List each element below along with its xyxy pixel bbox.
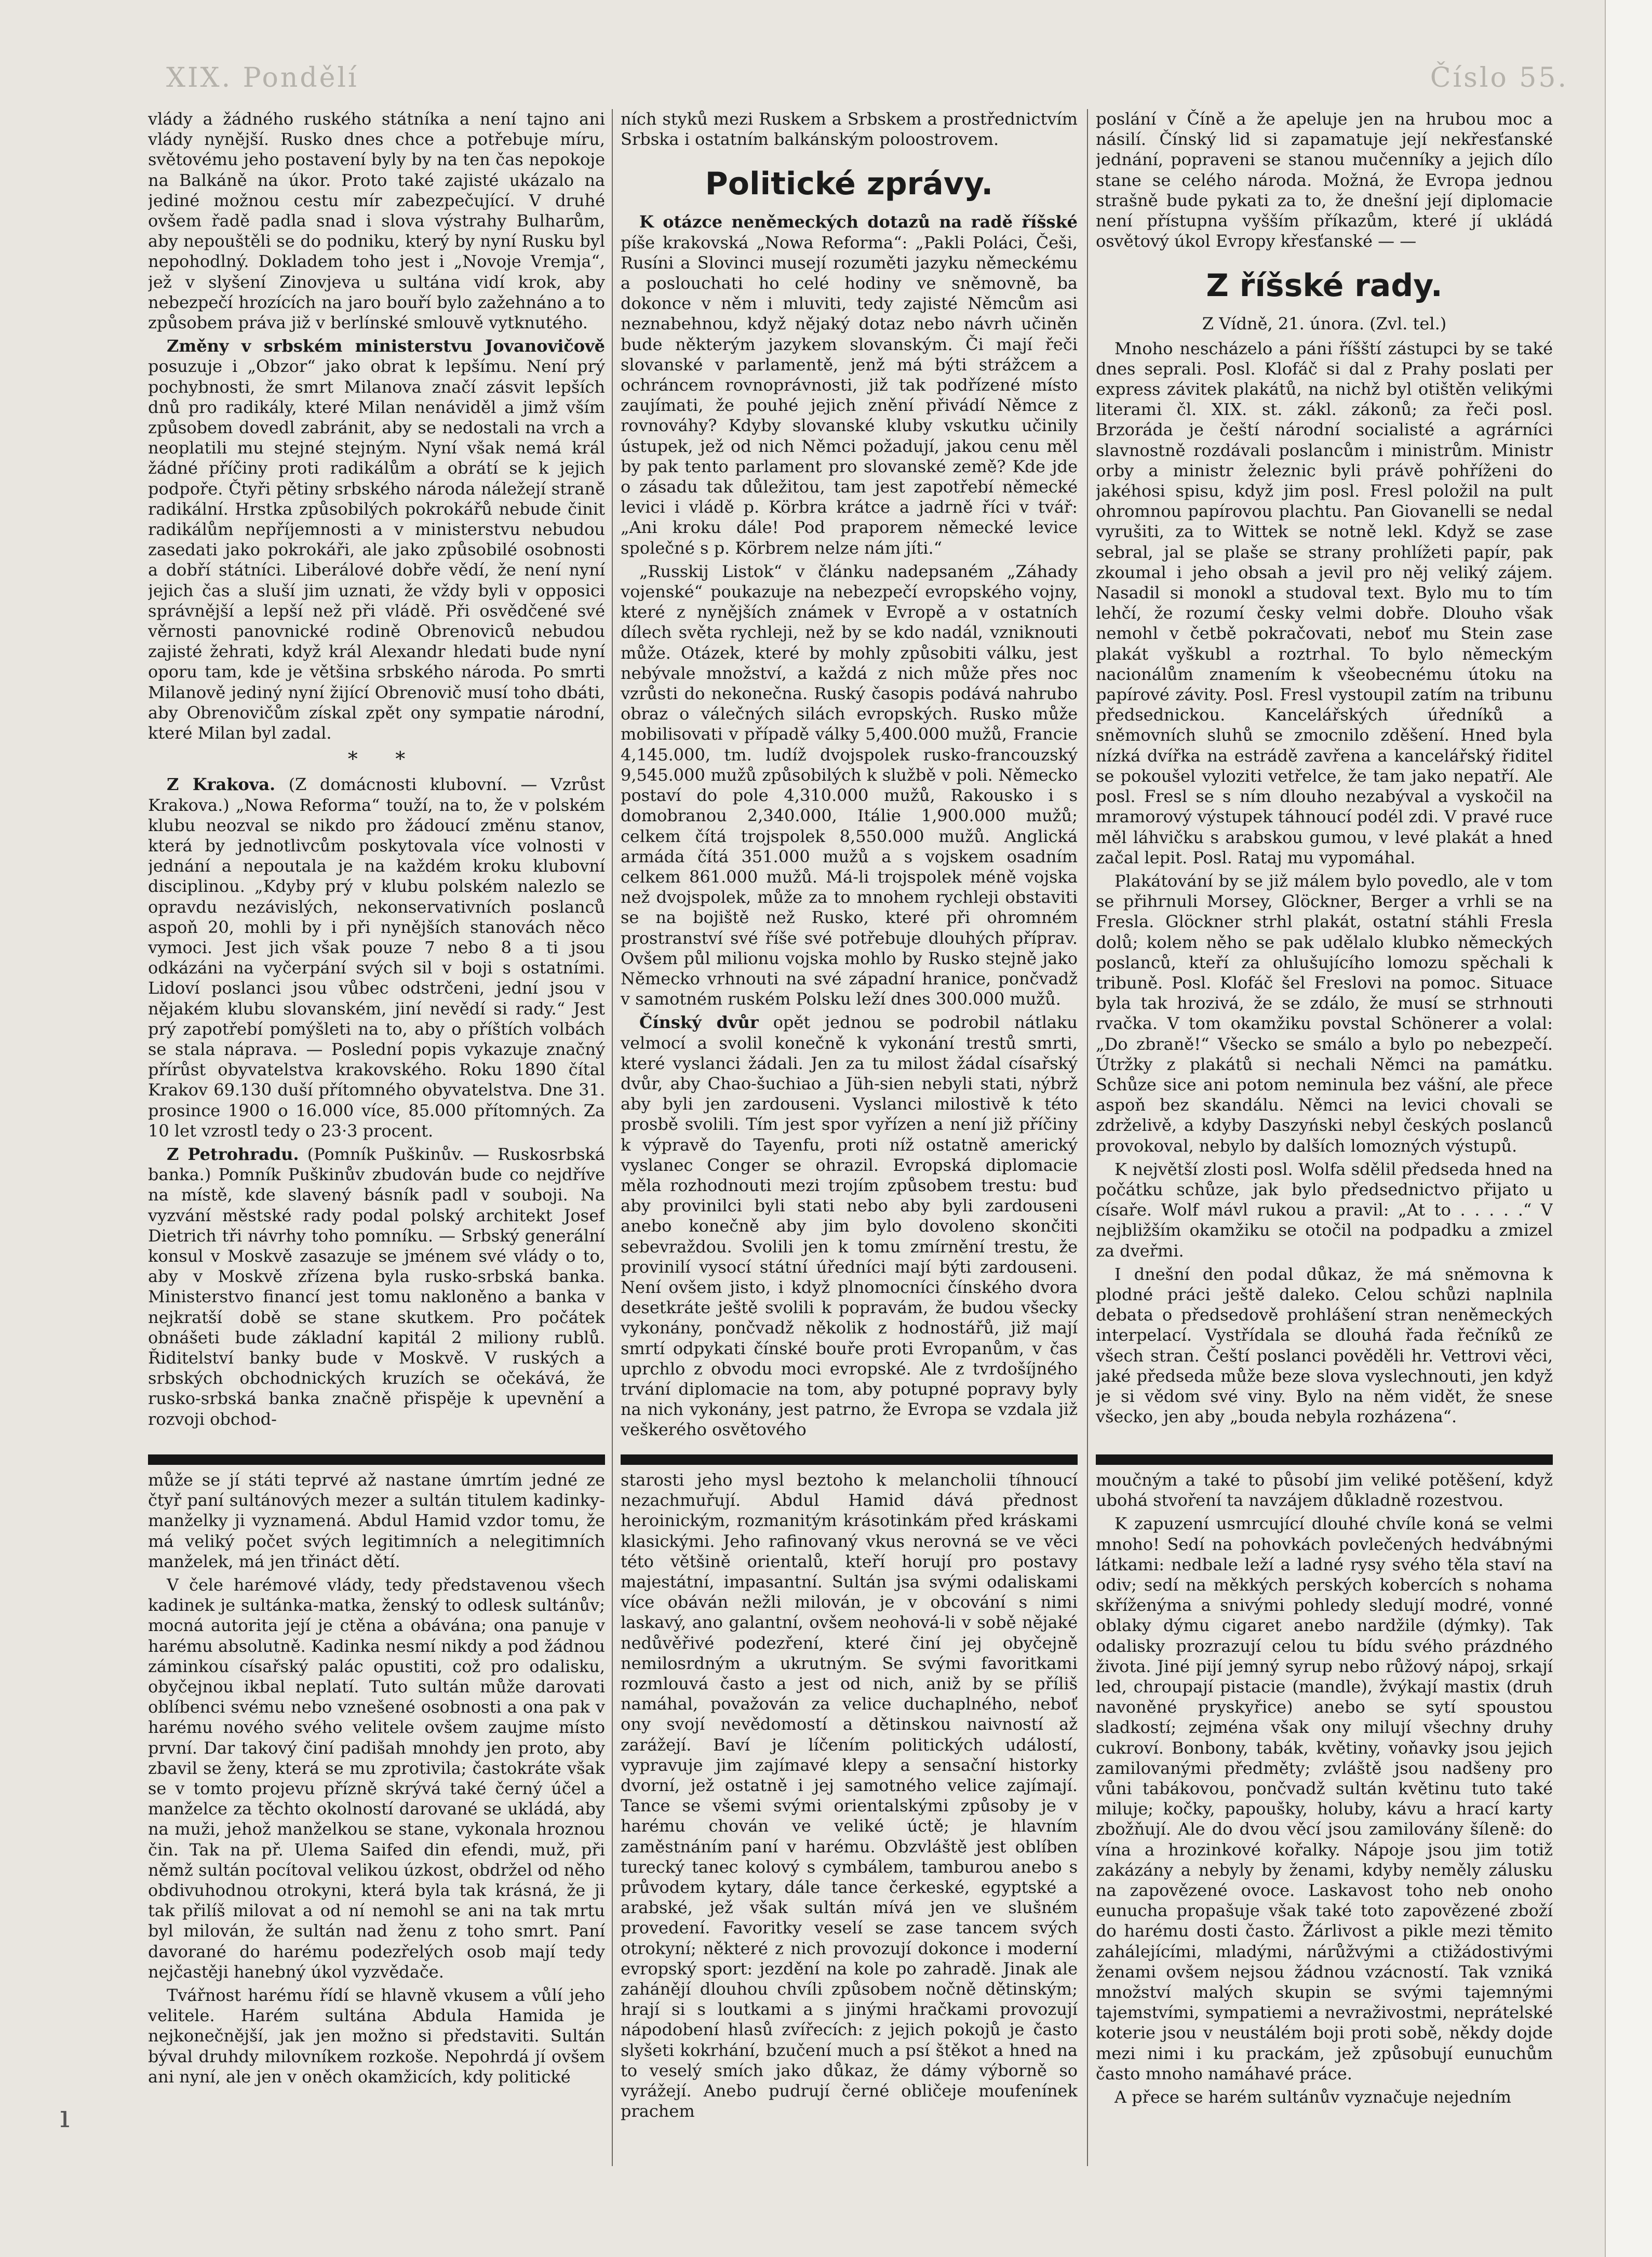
page-edge (1605, 0, 1652, 2257)
article-paragraph: vlády a žádného ruského státníka a není tajno ani vlády nynější. Rusko dnes chce a potřebuje míru, světovému jeho postavení byly by na ten čas nepokoje na Balkáně na úkor. Proto také zajisté ukázalo na jediné možnou cestu mír zabezpečující. V druhé ovšem řadě padla snad i slova výstrahy Bulharům, aby nepouštěli se do podniku, který by nyní Rusku byl nepohodlný. Dokladem toho jest i „Novoje Vremja“, jež v slyšení Zinovjeva u sultána vidí krok, aby nebezpečí hrozících na jaro bouří bylo zažehnáno a to způsobem práva již v berlínské smlouvě vytknutého. (148, 109, 605, 333)
article-paragraph: Čínský dvůr opět jednou se podrobil nátlaku velmocí a svolil konečně k vykonání trestů smrti, které vyslanci žádali. Jen za tu milost žádal císařský dvůr, aby Chao-šuchiao a Jüh-sien nebyli stati, nýbrž aby byli jen zardouseni. Vyslanci milostivě k této prosbě svolili. Tím jest spor vyřízen a není již příčiny k výpravě do Tayenfu, proti níž ostatně americký vyslanec Conger se ohrazil. Evropská diplomacie měla rozhodnouti mezi trojím způsobem trestu: buď aby provinilci byli stati nebo aby byli zardouseni anebo konečně aby jim bylo dovoleno skončiti sebevraždou. Svolili jen k tomu zmírnění trestu, že provinilí vysocí státní úředníci mají býti zardouseni. Není ovšem jisto, i když plnomocníci čínského dvora desetkráte ještě svolili k popravám, že budou všecky vykonány, pončvadž několik z hodnostářů, již mají smrtí odpykati čínské bouře proti Evropanům, v čas uprchlo z obvodu moci evropské. Ale z tvrdošíjného trvání diplomacie na tom, aby potupné popravy byly na nich vykonány, jest patrno, že Evropa se vzdala již veškerého osvětového (621, 1012, 1078, 1440)
lead-in: Čínský dvůr (639, 1012, 759, 1033)
feuilleton-rule (148, 1454, 605, 1465)
article-paragraph: Změny v srbském ministerstvu Jovanovičově posuzuje i „Obzor“ jako obrat k lepšímu. Není prý pochybnosti, že smrt Milanova značí zásvit lepších dnů pro radikály, které Milan nenáviděl a jimž vším způsobem dovedl zabránit, aby se nedostali na vrch a neoplatili mu stejné stejným. Nyní však nemá král žádné příčiny proti radikálům a obrátí se k jejich podpoře. Čtyři pětiny srbského národa náležejí straně radikální. Hrstka způsobilých pokrokářů nebude činit radikálům nepříjemnosti a v ministerstvu nebudou zasedati jako pokrokáři, ale jako způsobilé osobnosti a dobří státníci. Liberálové dobře vědí, že není nyní jejich čas a sluší jim uznati, že vždy byli v opposici správnější a lepší než při vládě. Při osvědčené své věrnosti panovnické rodině Obrenoviců nebudou zajisté žehrati, když král Alexandr hledati bude nyní oporu tam, kde je většina srbského národa. Po smrti Milanově jediný nyní žijící Obrenovič musí toho dbáti, aby Obrenovičům získal zpět ony sympatie národní, které Milan byl zadal. (148, 336, 605, 743)
article-paragraph: poslání v Číně a že apeluje jen na hrubou moc a násilí. Čínský lid si zapamatuje její nekřesťanské jednání, popraveni se stanou mučenníky a jejich dílo stane se celého národa. Možná, že Evropa jednou strašně bude pykati za to, že dnešní její diplomacie není přístupna vyšším příkazům, které jí ukládá osvětový úkol Evropy křesťanské — — (1096, 109, 1553, 251)
feuilleton-paragraph: moučným a také to působí jim veliké potěšení, když ubohá stvoření ta navzájem důkladně rozestvou. (1096, 1470, 1553, 1511)
feuilleton-paragraph: V čele harémové vlády, tedy představenou všech kadinek je sultánka-matka, ženský to odlesk sultánův; mocná autorita její je ctěna a obávána; ona panuje v harému absolutně. Kadinka nesmí nikdy a pod žádnou záminkou císařský palác opustiti, což pro odalisku, obyčejnou ikbal neplatí. Tuto sultán může darovati oblíbenci svému nebo vznešené osobnosti a ona pak v harému nového svého velitele ovšem zaujme místo první. Dar takový činí padišah mnohdy jen proto, aby zbavil se ženy, která se mu zprotivila; častokráte však se v tomto projevu přízně skrývá také černý účel a manželce za těchto okolností darované se ukládá, aby na muži, jehož manželkou se stane, vykonala hroznou čin. Tak na př. Ulema Saifed din efendi, muž, při němž sultán pocítoval velikou úzkost, obdržel od něho obdivuhodnou otrokyni, která byla tak krásná, že ji tak přilíš milovat a od ní nemohl se ani na tak mrtu byl milován, že sultán nad ženu z toho smrt. Paní davorané do harému podezřelých osob mají tedy nejčastěji hanebný úkol vyzvědače. (148, 1575, 605, 1982)
feuilleton-paragraph: K zapuzení usmrcující dlouhé chvíle koná se velmi mnoho! Sedí na pohovkách povlečených hedvábnými látkami: nedbale leží a ladné rysy svého těla staví na odiv; sedí na měkkých perských kobercích s nohama skříženýma a snivými pohledy sledují modré, vonné oblaky dýmu cigaret anebo nardžile (dýmky). Tak odalisky prozrazují celou tu bídu svého prázdného života. Jiné pijí jemný syrup nebo růžový nápoj, srkají led, chroupají pistacie (mandle), žvýkají mastix (druh navoněné pryskyřice) anebo se sytí spoustou sladkostí; zejména však ony milují všechny druhy cukroví. Bonbony, tabák, květiny, voňavky jsou jejich zamilovanými předměty; zvláště jsou nadšeny pro vůni tabákovou, pončvadž sultán květinu tuto také miluje; kočky, papoušky, holuby, kávu a hrací karty zbožňují. Ale do dvou věcí jsou zamilovány šíleně: do vína a hrozinkové kořalky. Nápoje jsou jim totiž zakázány a nebyly by ženami, kdyby neměly zálusku na zapovězené ovoce. Laskavost toho neb onoho eunucha propašuje však také toto zapovězené zboží do harému dosti často. Žárlivost a pikle mezi těmito zahálejícími, mladými, nárůžvými a ctižádostivými ženami ovšem nejsou žádnou vzácností. Tak vzniká množství malých skupin se svými tajemnými tajemstvími, sympatiemi a nevraživostmi, neprátelské koterie jsou v neustálém boji proti sobě, někdy dojde mezi nimi i ku prackám, jež způsobují eunuchům často mnoho namáhavé práce. (1096, 1514, 1553, 2084)
article-paragraph: Z Krakova. (Z domácnosti klubovní. — Vzrůst Krakova.) „Nowa Reforma“ touží, na to, že v polském klubu neozval se nikdo pro žádoucí změnu stanov, která by jednotlivcům poskytovala více volnosti v jednání a nepoutala je na každém kroku klubovní disciplinou. „Kdyby prý v klubu polském nalezlo se opravdu nezávislých, nekonservativních poslanců aspoň 20, mohli by i při nynějších stanovách něco vymoci. Jest jich však pouze 7 nebo 8 a ti jsou odkázáni na vyčerpání svých sil v boji s ostatními. Lidoví poslanci jsou vůbec odstrčeni, jední jsou v nějakém klubu slovanském, jiní nevědí si rady.“ Jest prý zapotřebí pomýšleti na to, aby o příštích volbách se stala náprava. — Poslední popis vykazuje značný přírůst obyvatelstva krakovského. Roku 1890 čítal Krakov 69.130 duší přítomného obyvatelstva. Dne 31. prosince 1900 o 16.000 více, 85.000 přítomných. Za 10 let vzrostl tedy o 23·3 procent. (148, 774, 605, 1141)
column-1-upper (148, 109, 605, 1449)
feuilleton-column-2 (621, 1470, 1078, 2166)
lead-in: Z Petrohradu. (167, 1144, 299, 1164)
section-divider: * * (347, 747, 406, 771)
article-paragraph: K otázce neněmeckých dotazů na radě říšské píše krakovská „Nowa Reforma“: „Pakli Poláci, Češi, Rusíni a Slovinci musejí rozuměti jazyku německému a poslouchati ho celé hodiny ve sněmovně, ba dokonce v něm i mluviti, tedy zajisté Němcům asi neznabehnou, když nějaký dotaz nebo návrh učiněn bude některým jazykem slovanským. Či mají řeči slovanské v parlamentě, jenž má býti strážcem a ochráncem rovnoprávnosti, již tak podřízené místo zaujímati, že pouhé jejich znění přivádí Němce z rovnováhy? Kdyby slovanské kluby vskutku učinily ústupek, jež od nich Němci požadují, jakou cenu měl by pak tento parlament pro slovanské země? Kde jde o zásadu tak důležitou, tam jest zapotřebí německé levici i vládě p. Körbra krátce a jadrně říci v tvář: „Ani kroku dále! Pod praporem německé levice společné s p. Körbrem nelze nám jíti.“ (621, 212, 1078, 558)
section-title: Politické zprávy. (705, 166, 993, 203)
feuilleton-paragraph: může se jí státi teprvé až nastane úmrtím jedné ze čtyř paní sultánových mezer a sultán titulem kadinky-manželky ji vyznamená. Abdul Hamid vzdor tomu, že má veliký počet svých legitimních a nelegitimních manželek, má jen třináct dětí. (148, 1470, 605, 1571)
column-rule (612, 109, 613, 2166)
margin-mark: ı (60, 2099, 70, 2135)
dateline: Z Vídně, 21. února. (Zvl. tel.) (1202, 314, 1447, 334)
issue-number: XIX. Pondělí (166, 62, 359, 94)
issue-number-right: Číslo 55. (1430, 62, 1568, 94)
article-paragraph: K největší zlosti posl. Wolfa sdělil předseda hned na počátku schůze, jak bylo předsednictvo přijato u císaře. Wolf mávl rukou a pravil: „At to . . . . .“ V nejbližším okamžiku se otočil na podpadku a zmizel za dveřmi. (1096, 1159, 1553, 1261)
article-paragraph: Z Petrohradu. (Pomník Puškinův. — Ruskosrbská banka.) Pomník Puškinův zbudován bude co nejdříve na místě, kde slavený básník padl v souboji. Na vyzvání městské rady podal polský architekt Josef Dietrich tři návrhy toho pomníku. — Srbský generální konsul v Moskvě zasazuje se jménem své vlády o to, aby v Moskvě zřízena byla rusko-srbská banka. Ministerstvo financí jest tomu nakloněno a banka v nejkratší době se stane skutkem. Pro počátek obnášeti bude základní kapitál 2 miliony rublů. Řiditelství banky bude v Moskvě. V ruských a srbských obchodnických kruzích se očekává, že rusko-srbská banka značně přispěje k upevnění a rozvoji obchod- (148, 1144, 605, 1429)
page-header (166, 62, 1568, 99)
column-2-upper (621, 109, 1078, 1449)
article-paragraph: I dnešní den podal důkaz, že má sněmovna k plodné práci ještě daleko. Celou schůzi naplnila debata o předsedově prohlášení stran neněmeckých interpelací. Vystřídala se dlouhá řada řečníků ze všech stran. Čeští poslanci pověděli hr. Vettrovi věci, jaké předseda může beze slova vyslechnouti, jen když je si vědom své viny. Bylo na něm vidět, že snese všecko, jen aby „bouda nebyla rozházena“. (1096, 1264, 1553, 1427)
feuilleton-paragraph: starosti jeho mysl beztoho k melancholii tíhnoucí nezachmuřují. Abdul Hamid dává přednost heroinickým, rozmanitým krásotinkám před kráskami klasickými. Jeho rafinovaný vkus nerovná se ve věci této většině orientalů, kteří horují pro postavy majestátní, impasantní. Sultán jsa svými odaliskami více obáván nežli milován, je v obcování s nimi laskavý, ano galantní, ovšem neohová-li v sobě nějaké nedůvěřivé podezření, které činí jej obyčejně nemilosrdným a ukrutným. Se svými favoritkami rozmlouvá často a jest od nich, aniž by se příliš namáhal, považován za velice duchaplného, neboť ony svojí nevědomostí a dětinskou naivností až zarážejí. Baví je líčením politických událostí, vypravuje jim zajímavé klepy a sensační historky dvorní, jež ostatně i jej samotného velice zajímají. Tance se všemi svými orientalskými způsoby je v harému chován ve veliké úctě; je hlavním zaměstnáním paní v harému. Obzvláště jest oblíben turecký tanec kolový s cymbálem, tamburou anebo s průvodem kytary, dále tance čerkeské, egyptské a arabské, jež však sultán mívá jen ve slušném provedení. Favoritky veselí se zase tancem svých otrokyní; některé z nich provozují dokonce i moderní evropský sport: jezdění na kole po zahradě. Jinak ale zahánějí dlouhou chvíli způsobem nočně dětinským; hrají si s loutkami a s jinými hračkami provozují nápodobení hlasů zvířecích: z jejich pokojů je často slyšeti kokrhání, bzučení much a psí štěkot a hned na to veselý smích jako důkaz, že dámy výborně so vyrážejí. Anebo pudrují černé obličeje moufenínek prachem (621, 1470, 1078, 2121)
feuilleton-paragraph: A přece se harém sultánův vyznačuje nejedním (1114, 2087, 1512, 2107)
column-rule (1087, 109, 1088, 2166)
feuilleton-rule (621, 1454, 1078, 1465)
lead-in: Změny v srbském ministerstvu Jovanovičově (167, 336, 605, 356)
feuilleton-rule (1096, 1454, 1553, 1465)
article-paragraph: Plakátování by se již málem bylo povedlo, ale v tom se přihrnuli Morsey, Glöckner, Berger a vrhli se na Fresla. Glöckner strhl plakát, ostatní stáhli Fresla dolů; kolem něho se pak udělalo klubko německých poslanců, kteří za ohlušujícího lomozu spěchali k tribuně. Posl. Klofáč šel Freslovi na pomoc. Situace byla tak hrozivá, že se zdálo, že musí se strhnouti rvačka. V tom okamžiku povstal Schönerer a volal: „Do zbraně!“ Všecko se smálo a bylo po nebezpečí. Útržky z plakátů si nechali Němci na památku. Schůze sice ani potom neminula bez vášní, ale přece aspoň bez skandálu. Němci na levici chovali se zdrželivě, a kdyby Daszyński nebyl českých poslanců provokoval, nebylo by dalších lomozných výstupů. (1096, 871, 1553, 1156)
lead-in: K otázce neněmeckých dotazů na radě říšské (639, 212, 1078, 232)
feuilleton-paragraph: Tvářnost harému řídí se hlavně vkusem a vůlí jeho velitele. Harém sultána Abdula Hamida je nejkonečnější, jak jen možno si představiti. Sultán býval druhdy milovníkem rozkoše. Nepohrdá jí ovšem ani nyní, ale jen v oněch okamžicích, kdy politické (148, 1985, 605, 2087)
feuilleton-column-1 (148, 1470, 605, 2166)
feuilleton-column-3 (1096, 1470, 1553, 2166)
column-3-upper (1096, 109, 1553, 1449)
lead-in: Z Krakova. (167, 774, 276, 795)
article-paragraph: ních styků mezi Ruskem a Srbskem a prostřednictvím Srbska i ostatním balkánským poloostrovem. (621, 109, 1078, 150)
article-paragraph: „Russkij Listok“ v článku nadepsaném „Záhady vojenské“ poukazuje na nebezpečí evropského vojny, které z nynějších známek v Evropě a v ostatních dílech světa rychleji, než by se kdo nadál, vzniknouti může. Otázek, které by mohly způsobiti válku, jest nebývale množství, a každá z nich může přes noc vzrůsti do nekonečna. Ruský časopis podává nahrubo obraz o válečných silách evropských. Rusko může mobilisovati v případě války 5,400.000 mužů, Francie 4,145.000, tm. ludíž dvojspolek rusko-francouzský 9,545.000 mužů způsobilých k službě v poli. Německo postaví do pole 4,310.000 mužů, Rakousko i s domobranou 2,340.000, Itálie 1,900.000 mužů; celkem čítá trojspolek 8,550.000 mužů. Anglická armáda čítá 351.000 mužů a s vojskem osadním celkem 861.000 mužů. Má-li trojspolek méně vojska než dvojspolek, může za to mnohem rychleji obstaviti se na bojiště než Rusko, které při ohromném prostranství své říše své potřebuje dlouhých příprav. Ovšem půl milionu vojska mohlo by Rusko stejně jako Německo vrhnouti na své západní hranice, pončvadž v samotném ruském Polsku leží dnes 300.000 mužů. (621, 561, 1078, 1009)
section-title: Z říšské rady. (1206, 268, 1443, 304)
article-paragraph: Mnoho nescházelo a páni říšští zástupci by se také dnes seprali. Posl. Klofáč si dal z Prahy poslati per express závitek plakátů, na nichž byl otištěn velikými literami čl. XIX. st. zákl. zákonů; za řeči posl. Brzorádа je čeští národní socialisté a agrárníci slavnostně rozdávali poslancům i ministrům. Ministr orby a ministr železnic byli právě pohříženi do jakéhosi spisu, když jim posl. Fresl položil na pult ohromnou papírovou plachtu. Pan Giovanelli se nedal vyrušiti, za to Wittek se notně lekl. Když se zase sebral, jal se plaše se strany prohlížeti papír, pak zkoumal i jeho obsah a jevil pro něj veliký zájem. Nasadil si monokl a studoval text. Bylo mu to tím lehčí, že rozumí česky velmi dobře. Dlouho však nemohl v četbě pokračovati, neboť mu Stein zase plakát vyškubl a roztrhal. To bylo německým nacionálům znamením k všeobecnému útoku na papírové závity. Posl. Fresl vystoupil zatím na tribunu předsednickou. Kancelářských úředníků a sněmovních sluhů se zmocnilo zděšení. Hned byla nízká dvířka na estrádě zavřena a kancelářský řiditel se pokoušel vyloziti vetřelce, že tam jako nepatří. Ale posl. Fresl se s ním dlouho nezabýval a vyskočil na mramorový výstupek táhnoucí podél zdi. V pravé ruce měl láhvičku s arabskou gumou, v levé plakát a hned začal lepit. Posl. Rataj mu vypomáhal. (1096, 338, 1553, 867)
